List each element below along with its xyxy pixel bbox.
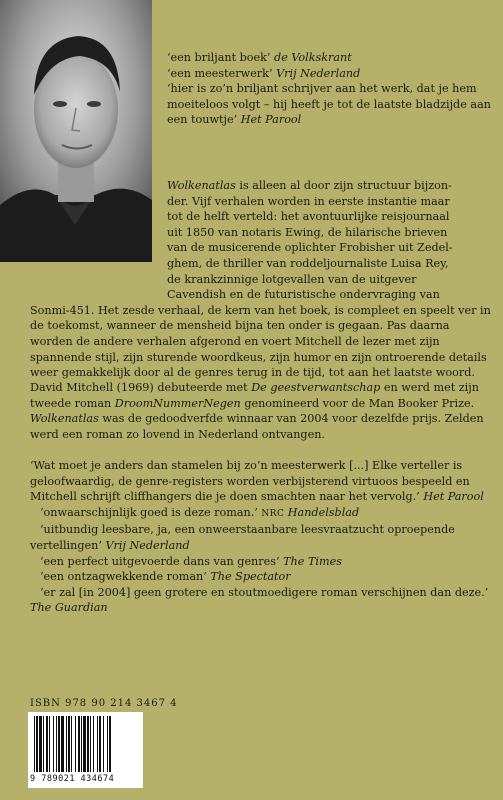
review-source: Het Parool <box>423 490 484 504</box>
barcode-number: 9 789021 434674 <box>30 774 142 784</box>
summary-line: Cavendish en de futuristische ondervraging van <box>167 288 440 302</box>
barcode-bar <box>46 716 48 772</box>
author-photo <box>0 0 152 262</box>
quote-vrij-nederland: ‘een meesterwerk’ Vrij Nederland <box>167 66 361 80</box>
barcode-bar <box>78 716 80 772</box>
review-source: Handelsblad <box>287 505 360 519</box>
review-source: The Times <box>283 554 342 568</box>
top-quotes <box>167 50 492 128</box>
summary-line: ghem, de thriller van roddeljournaliste Luisa Rey, <box>167 256 449 270</box>
barcode-bar <box>43 716 44 772</box>
barcode-bar <box>75 716 76 772</box>
review-times: ‘een perfect uitgevoerde dans van genres’ The Times <box>40 554 342 568</box>
summary-line: de krankzinnige lotgevallen van de uitgever <box>167 272 417 286</box>
isbn-label: ISBN 978 90 214 3467 4 <box>30 698 178 709</box>
barcode-bar <box>97 716 98 772</box>
barcode-bar <box>58 716 60 772</box>
barcode-bar <box>53 716 54 772</box>
barcode-bar <box>34 716 35 772</box>
book-title: Wolkenatlas <box>167 179 236 192</box>
bio-paragraph: David Mitchell (1969) debuteerde met De geestverwantschap en werd met zijn tweede roman DroomNummerNegen genomineerd voor de Man Booker Prize. Wolkenatlas was de gedoodverfde winnaar van 2004 voor dezelfde prijs. Zelden werd een roman zo lovend in Nederland ontvangen. <box>30 381 484 441</box>
barcode-bar <box>36 716 38 772</box>
summary-line: der. Vijf verhalen worden in eerste instantie maar <box>167 194 450 208</box>
barcode-bar <box>61 716 64 772</box>
barcode-bar <box>71 716 72 772</box>
review-source: Vrij Nederland <box>105 538 190 552</box>
summary-continued: Sonmi-451. Het zesde verhaal, de kern van het boek, is compleet en speelt ver in de toekomst, wanneer de mensheid bijna ten onder is gegaan. Pas daarna worden de andere verhalen afgerond en voert Mitchell de lezer met zijn spannende stijl, zijn sturende woordkeus, zijn humor en zijn ontroerende details weer gemakkelijk door al de genres terug in de tijd, tot aan het laatste woord. <box>30 303 491 380</box>
book-summary <box>30 178 493 381</box>
barcode-bar <box>81 716 82 772</box>
barcode-bar <box>83 716 86 772</box>
barcode-bar <box>107 716 108 772</box>
quote-source: de Volkskrant <box>274 51 352 64</box>
review-nrc: ‘onwaarschijnlijk goed is deze roman.’ NRC Handelsblad <box>40 505 360 519</box>
quote-volkskrant: ‘een briljant boek’ de Volkskrant <box>167 51 352 64</box>
barcode-bar <box>39 716 42 772</box>
barcode-bar <box>109 716 111 772</box>
summary-line: uit 1850 van notaris Ewing, de hilarische brieven <box>167 225 448 239</box>
barcode-bar <box>68 716 70 772</box>
summary-line: tot de helft verteld: het avontuurlijke reisjournaal <box>167 210 450 224</box>
author-bio <box>30 380 493 442</box>
barcode-bar <box>49 716 50 772</box>
barcode-bar <box>56 716 57 772</box>
summary-line: van de musicerende oplichter Frobisher uit Zedel- <box>167 241 453 255</box>
barcode-bar <box>99 716 101 772</box>
barcode-bar <box>66 716 67 772</box>
review-spectator: ‘een ontzagwekkende roman’ The Spectator <box>40 570 291 584</box>
barcode-bar <box>90 716 91 772</box>
review-source: The Spectator <box>210 570 291 584</box>
quote-source: Het Parool <box>240 113 302 127</box>
barcode-bar <box>103 716 104 772</box>
review-guardian: ‘er zal [in 2004] geen grotere en stoutmoedigere roman verschijnen dan deze.’ The Guardian <box>30 585 489 615</box>
barcode-bar <box>93 716 94 772</box>
quote-het-parool: ‘hier is zo’n briljant schrijver aan het werk, dat je hem moeiteloos volgt – hij heeft je tot de laatste bladzijde aan een touwtje’ Het Parool <box>167 82 491 127</box>
review-vrij-nederland: ‘uitbundig leesbare, ja, een onweerstaanbare leesvraatzucht oproepende vertellingen’ Vrij Nederland <box>30 523 455 552</box>
author-portrait-image <box>0 0 152 262</box>
barcode-bar <box>87 716 89 772</box>
review-source: The Guardian <box>30 601 108 615</box>
summary-line: Wolkenatlas is alleen al door zijn structuur bijzon- <box>167 179 452 192</box>
barcode-bars <box>28 712 143 774</box>
quote-source: Vrij Nederland <box>276 66 361 80</box>
review-het-parool: ‘Wat moet je anders dan stamelen bij zo’n meesterwerk [...] Elke verteller is geloofwaardig, de genre-registers worden verbijsterend virtuoos bespeeld en Mitchell schrijft cliffhangers die je doen smachten naar het vervolg.’ Het Parool <box>30 459 484 504</box>
press-reviews <box>30 458 493 616</box>
